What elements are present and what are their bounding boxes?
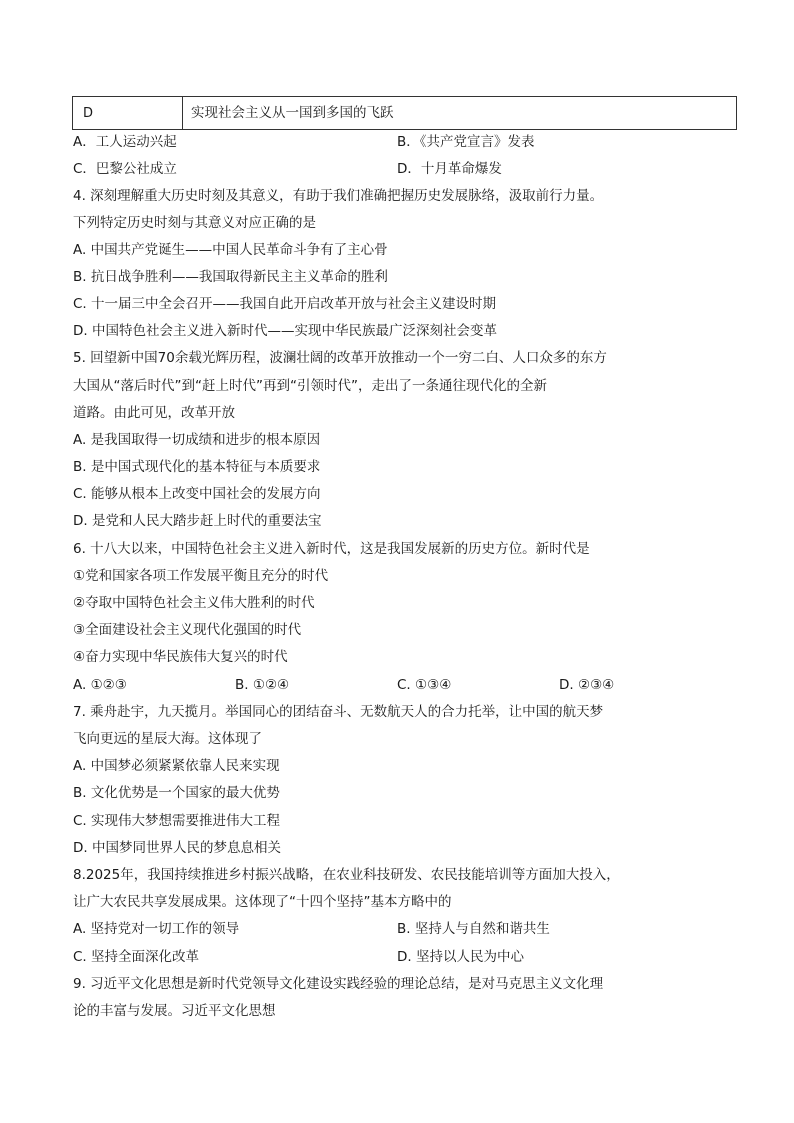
q6-statement-3: ③全面建设社会主义现代化强国的时代 (73, 622, 302, 638)
q8-option-c: C. 坚持全面深化改革 (73, 949, 200, 965)
q7-option-b: B. 文化优势是一个国家的最大优势 (73, 785, 280, 801)
q6-option-b: B. ①②④ (235, 677, 290, 693)
q5-option-d: D. 是党和人民大踏步赶上时代的重要法宝 (73, 513, 322, 529)
q8-stem-line-2: 让广大农民共享发展成果。这体现了“十四个坚持”基本方略中的 (73, 894, 452, 910)
q6-option-a: A. ①②③ (73, 677, 127, 693)
q8-stem-line-1: 8.2025年，我国持续推进乡村振兴战略，在农业科技研发、农民技能培训等方面加大投入， (73, 867, 620, 883)
q5-stem-line-1: 5. 回望新中国70余载光辉历程，波澜壮阔的改革开放推动一个一穷二白、人口众多的东方 (73, 350, 607, 366)
table-cell-letter: D (73, 97, 183, 129)
q7-option-c: C. 实现伟大梦想需要推进伟大工程 (73, 813, 281, 829)
q5-option-b: B. 是中国式现代化的基本特征与本质要求 (73, 459, 321, 475)
q5-stem-line-3: 道路。由此可见，改革开放 (73, 405, 235, 421)
q6-statement-4: ④奋力实现中华民族伟大复兴的时代 (73, 649, 288, 665)
q9-stem-line-1: 9. 习近平文化思想是新时代党领导文化建设实践经验的理论总结，是对马克思主义文化理 (73, 976, 604, 992)
q4-option-c: C. 十一届三中全会召开——我国自此开启改革开放与社会主义建设时期 (73, 296, 497, 312)
q4-option-a: A. 中国共产党诞生——中国人民革命斗争有了主心骨 (73, 242, 388, 258)
q3-option-a: A．工人运动兴起 (73, 134, 177, 150)
q5-option-c: C. 能够从根本上改变中国社会的发展方向 (73, 486, 321, 502)
q8-option-d: D. 坚持以人民为中心 (397, 949, 524, 965)
q5-stem-line-2: 大国从“落后时代”到“赶上时代”再到“引领时代”，走出了一条通往现代化的全新 (73, 378, 547, 394)
q6-option-d: D. ②③④ (559, 677, 615, 693)
q6-option-c: C. ①③④ (397, 677, 452, 693)
q3-option-d: D．十月革命爆发 (397, 161, 502, 177)
q7-option-d: D. 中国梦同世界人民的梦息息相关 (73, 840, 281, 856)
q8-option-a: A. 坚持党对一切工作的领导 (73, 921, 240, 937)
q4-stem-line-2: 下列特定历史时刻与其意义对应正确的是 (73, 215, 316, 231)
q8-option-b: B. 坚持人与自然和谐共生 (397, 921, 550, 937)
q4-stem-line-1: 4. 深刻理解重大历史时刻及其意义，有助于我们准确把握历史发展脉络，汲取前行力量。 (73, 188, 604, 204)
q6-statement-1: ①党和国家各项工作发展平衡且充分的时代 (73, 568, 329, 584)
q3-option-b: B．《共产党宣言》发表 (397, 134, 535, 150)
q9-stem-line-2: 论的丰富与发展。习近平文化思想 (73, 1003, 276, 1019)
q5-option-a: A. 是我国取得一切成绩和进步的根本原因 (73, 432, 321, 448)
q3-option-c: C．巴黎公社成立 (73, 161, 177, 177)
q4-option-d: D. 中国特色社会主义进入新时代——实现中华民族最广泛深刻社会变革 (73, 323, 497, 339)
q7-stem-line-2: 飞向更远的星辰大海。这体现了 (73, 731, 262, 747)
q7-stem-line-1: 7. 乘舟赴宇，九天揽月。举国同心的团结奋斗、无数航天人的合力托举，让中国的航天梦 (73, 704, 604, 720)
q6-stem: 6. 十八大以来，中国特色社会主义进入新时代，这是我国发展新的历史方位。新时代是 (73, 541, 590, 557)
table-cell-content: 实现社会主义从一国到多国的飞跃 (191, 105, 394, 121)
q7-option-a: A. 中国梦必须紧紧依靠人民来实现 (73, 758, 280, 774)
q6-statement-2: ②夺取中国特色社会主义伟大胜利的时代 (73, 595, 315, 611)
q4-option-b: B. 抗日战争胜利——我国取得新民主主义革命的胜利 (73, 269, 388, 285)
answer-table-row (72, 96, 737, 130)
